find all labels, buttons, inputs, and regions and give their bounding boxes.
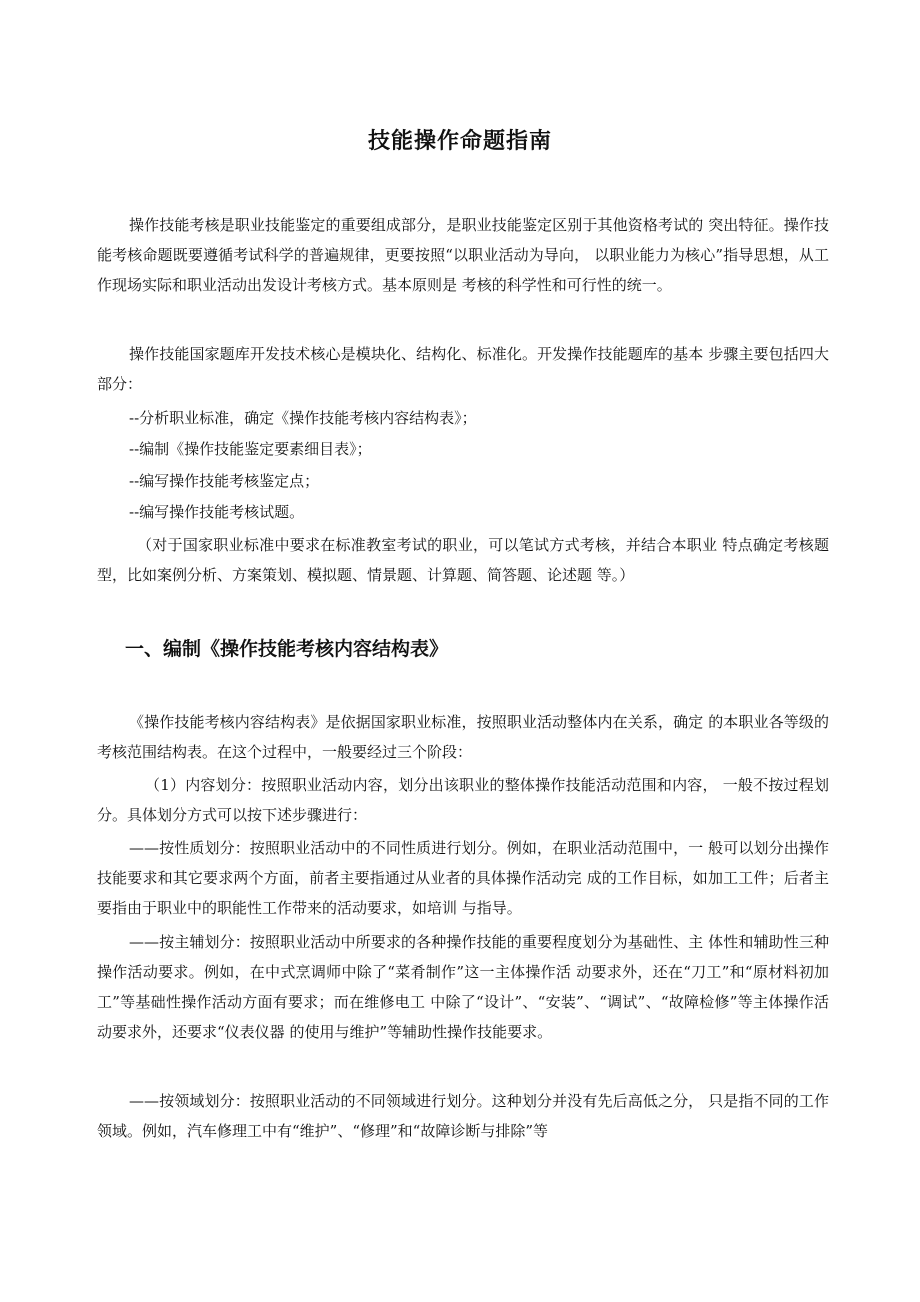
step-item-1: --分析职业标准，确定《操作技能考核内容结构表》； [129,409,477,427]
section-1-paragraph-2: （1）内容划分：按照职业活动内容，划分出该职业的整体操作技能活动范围和内容， 一般不按过程划分。具体划分方式可以按下述步骤进行： [97,776,829,824]
step-item-2: --编制《操作技能鉴定要素细目表》； [129,440,372,458]
section-1-paragraph-1: 《操作技能考核内容结构表》是依据国家职业标准，按照职业活动整体内在关系，确定 的本职业各等级的考核范围结构表。在这个过程中，一般要经过三个阶段： [97,713,829,761]
intro-note: （对于国家职业标准中要求在标准教室考试的职业，可以笔试方式考核，并结合本职业 特点确定考核题型，比如案例分析、方案策划、模拟题、情景题、计算题、简答题、论述题 等。） [97,536,829,584]
step-item-3: --编写操作技能考核鉴定点； [129,472,320,490]
section-1-heading: 一、编制《操作技能考核内容结构表》 [125,638,449,660]
section-1-paragraph-4: ——按主辅划分：按照职业活动中所要求的各种操作技能的重要程度划分为基础性、主 体性和辅助性三种操作活动要求。例如，在中式烹调师中除了“菜肴制作”这一主体操作活 动要求外，还在“刀工”和“原材料初加工”等基础性操作活动方面有要求；而在维修电工 中除了“设计”、“安装”、“调试”、“故障检修”等主体操作活动要求外，还要求“仪表仪器 的使用与维护”等辅助性操作技能要求。 [97,933,829,1041]
document-title: 技能操作命题指南 [367,129,552,154]
step-item-4: --编写操作技能考核试题。 [129,503,305,521]
intro-paragraph-1: 操作技能考核是职业技能鉴定的重要组成部分，是职业技能鉴定区别于其他资格考试的 突出特征。操作技能考核命题既要遵循考试科学的普遍规律，更要按照“以职业活动为导向， 以职业能力为核心”指导思想，从工作现场实际和职业活动出发设计考核方式。基本原则是 考核的科学性和可行性的统一。 [97,216,829,294]
section-1-paragraph-5: ——按领域划分：按照职业活动的不同领域进行划分。这种划分并没有先后高低之分， 只是指不同的工作领域。例如，汽车修理工中有“维护”、“修理”和“故障诊断与排除”等 [97,1092,829,1140]
intro-paragraph-2: 操作技能国家题库开发技术核心是模块化、结构化、标准化。开发操作技能题库的基本 步骤主要包括四大部分： [97,345,829,393]
section-1-paragraph-3: ——按性质划分：按照职业活动中的不同性质进行划分。例如，在职业活动范围中，一 般可以划分出操作技能要求和其它要求两个方面，前者主要指通过从业者的具体操作活动完 成的工作目标，如加工工件；后者主要指由于职业中的职能性工作带来的活动要求，如培训 与指导。 [97,839,829,917]
